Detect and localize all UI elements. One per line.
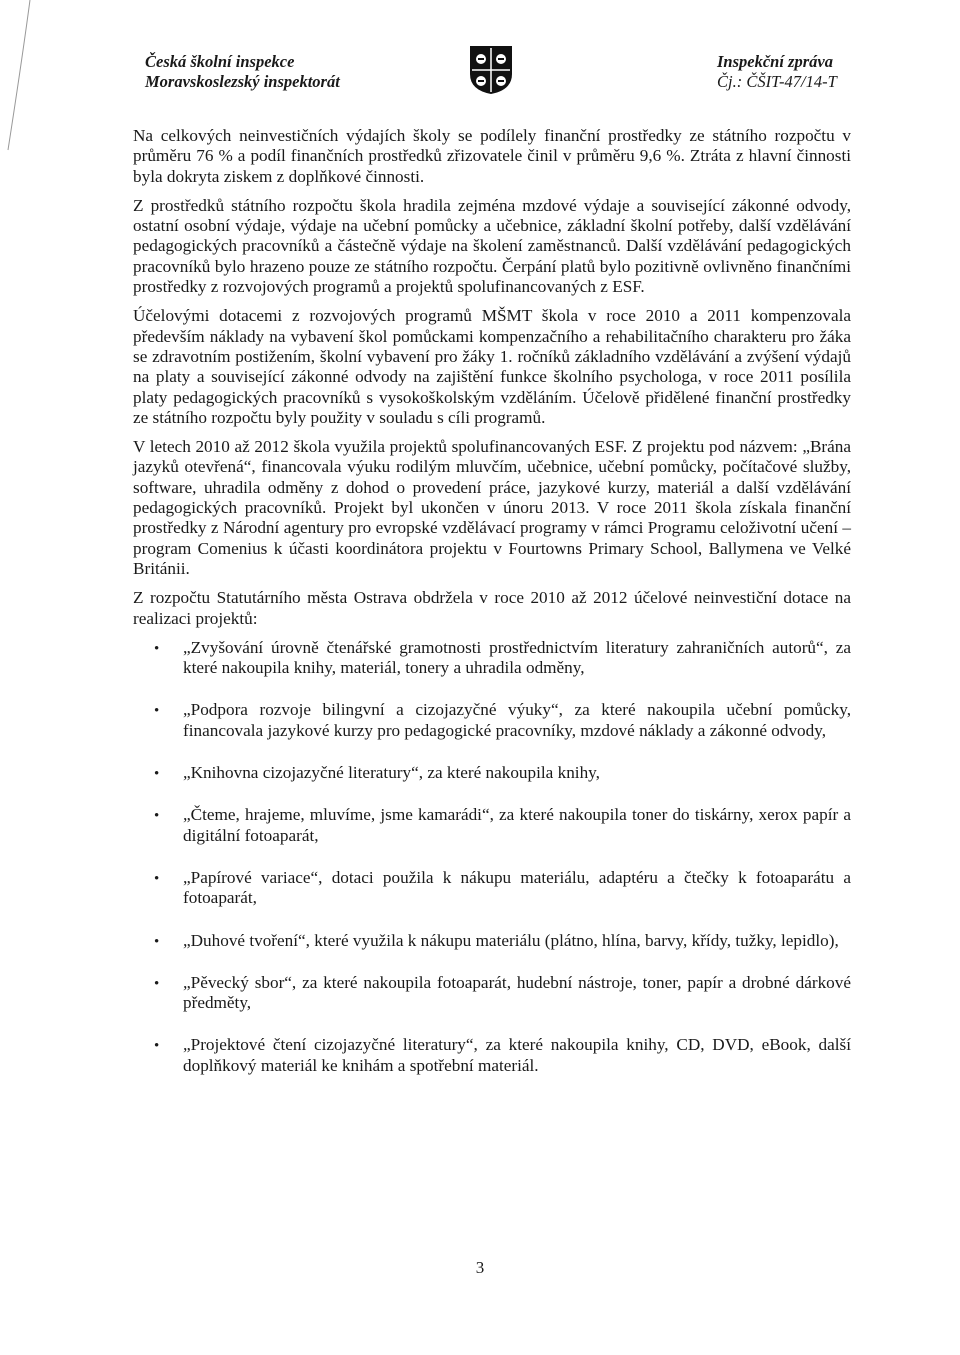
bullet-icon: • [154,766,160,783]
paragraph: Na celkových neinvestičních výdajích školy se podílely finanční prostředky ze státního rozpočtu v průměru 76 % a podíl finančních prostředků zřizovatele činil v průměru 9,6 %. Ztráta z hlavní činnosti byla dokryta ziskem z doplňkové činnosti. [133,126,851,186]
coat-of-arms-icon [468,44,514,96]
list-item [133,638,851,679]
report-header [717,52,837,92]
bullet-icon: • [154,808,160,825]
scan-artifact-line [0,0,40,160]
list-item [133,868,851,909]
list-item-text: „Zvyšování úrovně čtenářské gramotnosti prostřednictvím literatury zahraničních autorů“, za které nakoupila knihy, materiál, tonery a uhradila odměny, [183,637,851,678]
paragraph: Z prostředků státního rozpočtu škola hradila zejména mzdové výdaje a související zákonné odvody, ostatní osobní výdaje, výdaje na učební pomůcky a učebnice, základní školní potřeby, další vzdělávání pedagogických pracovníků a částečně výdaje na školení zaměstnanců. Další vzdělávání pedagogických pracovníků bylo hrazeno pouze ze státního rozpočtu. Čerpání platů bylo pozitivně ovlivněno finančními prostředky z rozvojových programů a projektů spolufinancovaných z ESF. [133,195,851,297]
bullet-icon: • [154,975,160,992]
list-item [133,1035,851,1076]
list-item [133,700,851,741]
list-item-text: „Duhové tvoření“, které využila k nákupu materiálu (plátno, hlína, barvy, křídy, tužky, lepidlo), [183,930,839,950]
org-region: Moravskoslezský inspektorát [145,72,340,91]
paragraph: Z rozpočtu Statutárního města Ostrava obdržela v roce 2010 až 2012 účelové neinvestiční dotace na realizaci projektů: [133,588,851,628]
list-item [133,805,851,846]
page-number: 3 [475,1258,485,1277]
bullet-icon: • [154,703,160,720]
org-name: Česká školní inspekce [145,52,295,71]
list-item-text: „Projektové čtení cizojazyčné literatury“, za které nakoupila knihy, CD, DVD, eBook, další doplňkový materiál ke knihám a spotřební materiál. [183,1035,851,1075]
list-item-text: „Čteme, hrajeme, mluvíme, jsme kamarádi“, za které nakoupila toner do tiskárny, xerox papír a digitální fotoaparát, [183,805,851,845]
list-item-text: „Podpora rozvoje bilingvní a cizojazyčné výuky“, za které nakoupila učební pomůcky, financovala jazykové kurzy pro pedagogické pracovníky, mzdové náklady a zákonné odvody, [183,700,851,740]
doc-type: Inspekční zpráva [717,52,833,71]
reference-number: Čj.: ČŠIT-47/14-T [717,72,837,91]
list-item [133,973,851,1014]
list-item-text: „Pěvecký sbor“, za které nakoupila fotoaparát, hudební nástroje, toner, papír a drobné dárkové předměty, [183,972,851,1013]
list-item-text: „Knihovna cizojazyčné literatury“, za které nakoupila knihy, [183,763,600,783]
list-item [133,763,851,783]
bullet-icon: • [154,1038,160,1055]
paragraph: Účelovými dotacemi z rozvojových programů MŠMT škola v roce 2010 a 2011 kompenzovala především náklady na vybavení škol pomůckami kompenzačního a rehabilitačního charakteru pro žáka se zdravotním postižením, školní vybavení pro žáky 1. ročníků základního vzdělávání a zvýšení výdajů na platy a související zákonné odvody na zajištění funkce školního psychologa, v roce 2011 posílila platy pedagogických pracovníků s vysokoškolským vzděláním. Účelově přidělené finanční prostředky ze státního rozpočtu byly použity v souladu s cíli programů. [133,306,851,427]
paragraph: V letech 2010 až 2012 škola využila projektů spolufinancovaných ESF. Z projektu pod názvem: „Brána jazyků otevřená“, financovala výuku rodilým mluvčím, učebnice, učební pomůcky, počítačové služby, software, uhradila odměny z dohod o provedení práce, jazykové kurzy, materiál a další vzdělávání pedagogických pracovníků. Projekt byl ukončen v únoru 2013. V roce 2011 škola získala finanční prostředky z Národní agentury pro evropské vzdělávací programy v rámci Programu celoživotní učení – program Comenius k účasti koordinátora projektu v Fourtowns Primary School, Ballymena ve Velké Británii. [133,437,851,578]
report-body [133,126,851,1098]
list-item [133,931,851,951]
list-item-text: „Papírové variace“, dotaci použila k nákupu materiálu, adaptéru a čtečky k fotoaparátu a fotoaparát, [183,867,851,908]
inspectorate-header [145,52,340,92]
bullet-icon: • [154,933,160,950]
project-list [133,638,851,1076]
bullet-icon: • [154,640,160,657]
bullet-icon: • [154,870,160,887]
